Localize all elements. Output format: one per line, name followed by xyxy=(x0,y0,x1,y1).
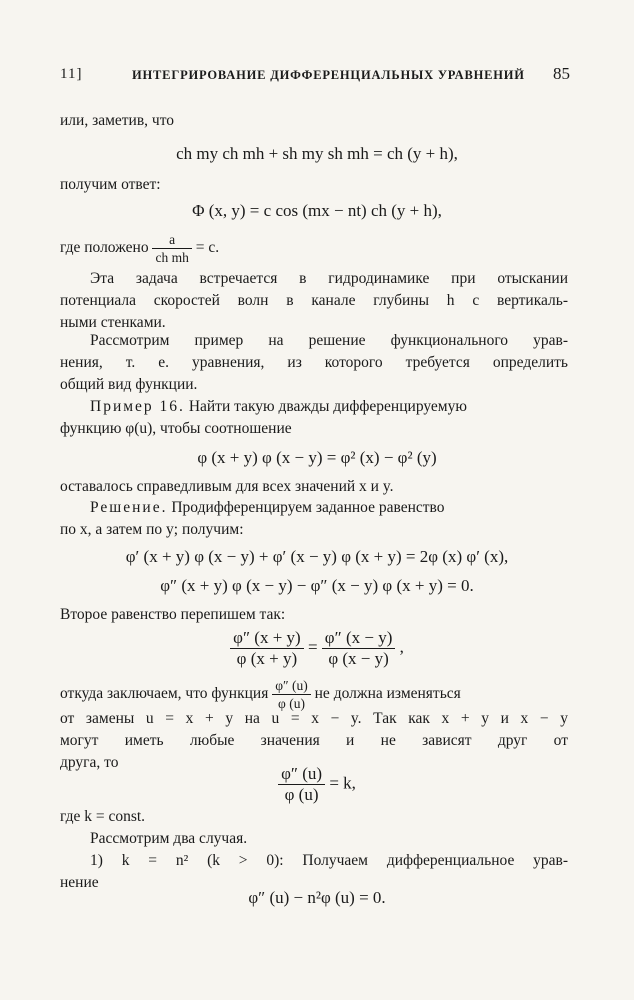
text-line: могут иметь любые значения и не зависят друг от xyxy=(60,732,568,749)
example-heading-line xyxy=(60,396,568,418)
text-line: Второе равенство перепишем так: xyxy=(60,606,286,623)
text-fragment: Продифференцируем заданное равенство xyxy=(171,499,445,516)
text-line: общий вид функции. xyxy=(60,376,198,393)
fraction-denominator: φ (x − y) xyxy=(328,649,389,668)
text-fragment: не должна изменяться xyxy=(314,685,461,702)
equation: φ″ (u) − n²φ (u) = 0. xyxy=(248,888,386,907)
text-line: друга, то xyxy=(60,754,119,771)
text-fragment: откуда заключаем, что функция xyxy=(60,685,269,702)
fraction xyxy=(152,231,191,266)
fraction-denominator: φ (x + y) xyxy=(236,649,298,668)
fraction-denominator: ch mh xyxy=(155,249,189,265)
equation: φ (x + y) φ (x − y) = φ² (x) − φ² (y) xyxy=(197,448,437,467)
text-line: потенциала скоростей волн в канале глубины h с вертикаль- xyxy=(60,292,568,309)
running-header xyxy=(60,66,570,88)
text-line-with-fraction xyxy=(60,228,568,268)
text-line: по x, а затем по y; получим: xyxy=(60,521,244,538)
text-line: Рассмотрим пример на решение функционального урав- xyxy=(90,332,568,349)
text-line: Эта задача встречается в гидродинамике при отыскании xyxy=(90,270,568,287)
equation: φ″ (x + y) φ (x − y) − φ″ (x − y) φ (x + y) = 0. xyxy=(160,576,474,595)
fraction-numerator: φ″ (x + y) xyxy=(230,628,304,649)
page-number: 85 xyxy=(553,64,570,83)
fraction xyxy=(230,628,304,669)
text-line: получим ответ: xyxy=(60,176,161,193)
fraction-denominator: φ (u) xyxy=(278,695,305,711)
fraction xyxy=(278,764,325,805)
equation: φ′ (x + y) φ (x − y) + φ′ (x − y) φ (x + y) = 2φ (x) φ′ (x), xyxy=(125,547,509,566)
text-line: нение xyxy=(60,874,99,891)
section-number: 11] xyxy=(60,66,83,82)
text-line: оставалось справедливым для всех значений x и y. xyxy=(60,478,394,495)
text-line: Рассмотрим два случая. xyxy=(90,830,248,847)
punctuation: , xyxy=(399,637,404,657)
fraction-numerator: φ″ (x − y) xyxy=(322,628,396,649)
fraction xyxy=(322,628,396,669)
text-line: нения, т. е. уравнения, из которого требуется определить xyxy=(60,354,568,371)
text-line: или, заметив, что xyxy=(60,112,175,129)
equation: ch my ch mh + sh my sh mh = ch (y + h), xyxy=(176,144,458,163)
equals-sign: = xyxy=(307,637,318,657)
solution-label: Решение. xyxy=(90,499,168,516)
fraction-numerator: φ″ (u) xyxy=(272,677,311,695)
solution-heading-line xyxy=(60,497,568,519)
text-fragment: = k, xyxy=(329,773,356,793)
text-line: где k = const. xyxy=(60,808,146,825)
text-fragment: где положено xyxy=(60,239,149,256)
fraction-equation xyxy=(0,628,634,669)
fraction xyxy=(272,677,311,712)
text-line: от замены u = x + y на u = x − y. Так как x + y и x − y xyxy=(60,710,568,727)
text-fragment: = c. xyxy=(195,239,220,256)
text-line: функцию φ(u), чтобы соотношение xyxy=(60,420,292,437)
example-label: Пример 16. xyxy=(90,398,185,415)
fraction-equation xyxy=(0,764,634,805)
chapter-title: ИНТЕГРИРОВАНИЕ ДИФФЕРЕНЦИАЛЬНЫХ УРАВНЕНИЙ xyxy=(132,68,525,82)
fraction-numerator: φ″ (u) xyxy=(278,764,325,785)
equation: Φ (x, y) = c cos (mx − nt) ch (y + h), xyxy=(192,201,442,220)
text-fragment: Найти такую дважды дифференцируемую xyxy=(188,398,467,415)
fraction-numerator: a xyxy=(152,231,191,249)
text-line: ными стенками. xyxy=(60,314,166,331)
fraction-denominator: φ (u) xyxy=(284,785,319,804)
text-line: 1) k = n² (k > 0): Получаем дифференциальное урав- xyxy=(90,852,568,869)
